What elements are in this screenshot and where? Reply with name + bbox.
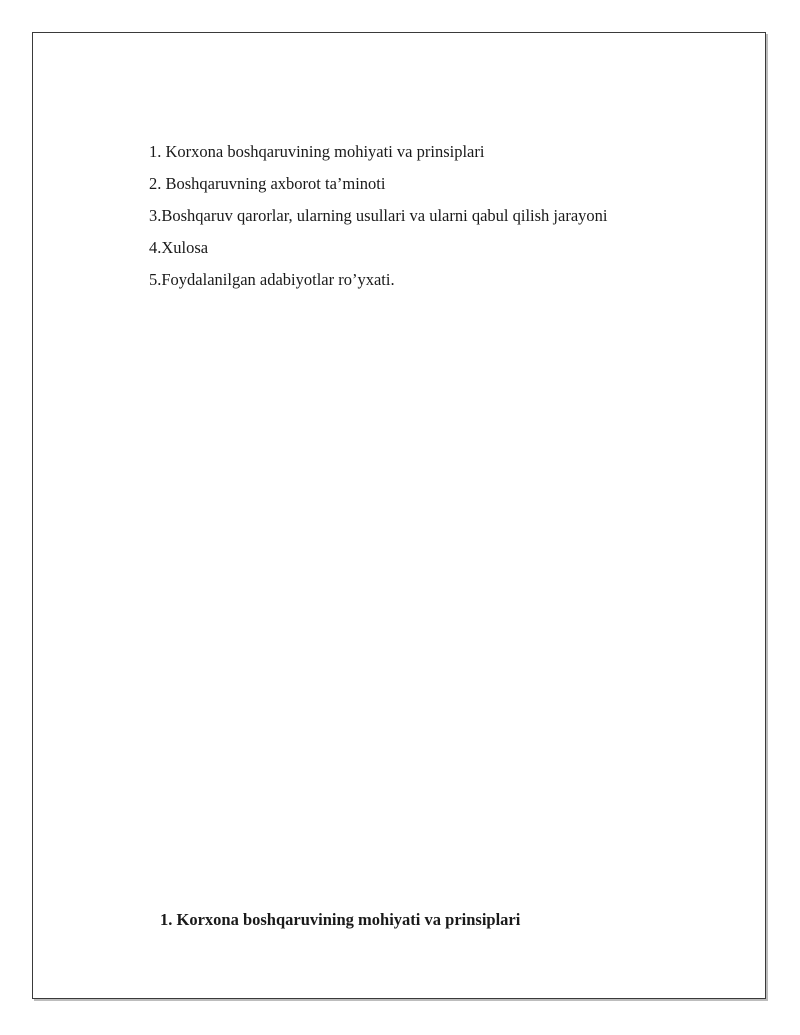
toc-item: 2. Boshqaruvning axborot ta’minoti (149, 174, 386, 193)
toc-item: 1. Korxona boshqaruvining mohiyati va prinsiplari (149, 142, 485, 161)
toc-item: 4.Xulosa (149, 238, 209, 257)
table-of-contents (149, 136, 607, 296)
toc-item: 5.Foydalanilgan adabiyotlar ro’yxati. (149, 270, 395, 289)
toc-item: 3.Boshqaruv qarorlar, ularning usullari va ularni qabul qilish jarayoni (149, 206, 608, 225)
section-heading: 1. Korxona boshqaruvining mohiyati va prinsiplari (160, 910, 521, 929)
